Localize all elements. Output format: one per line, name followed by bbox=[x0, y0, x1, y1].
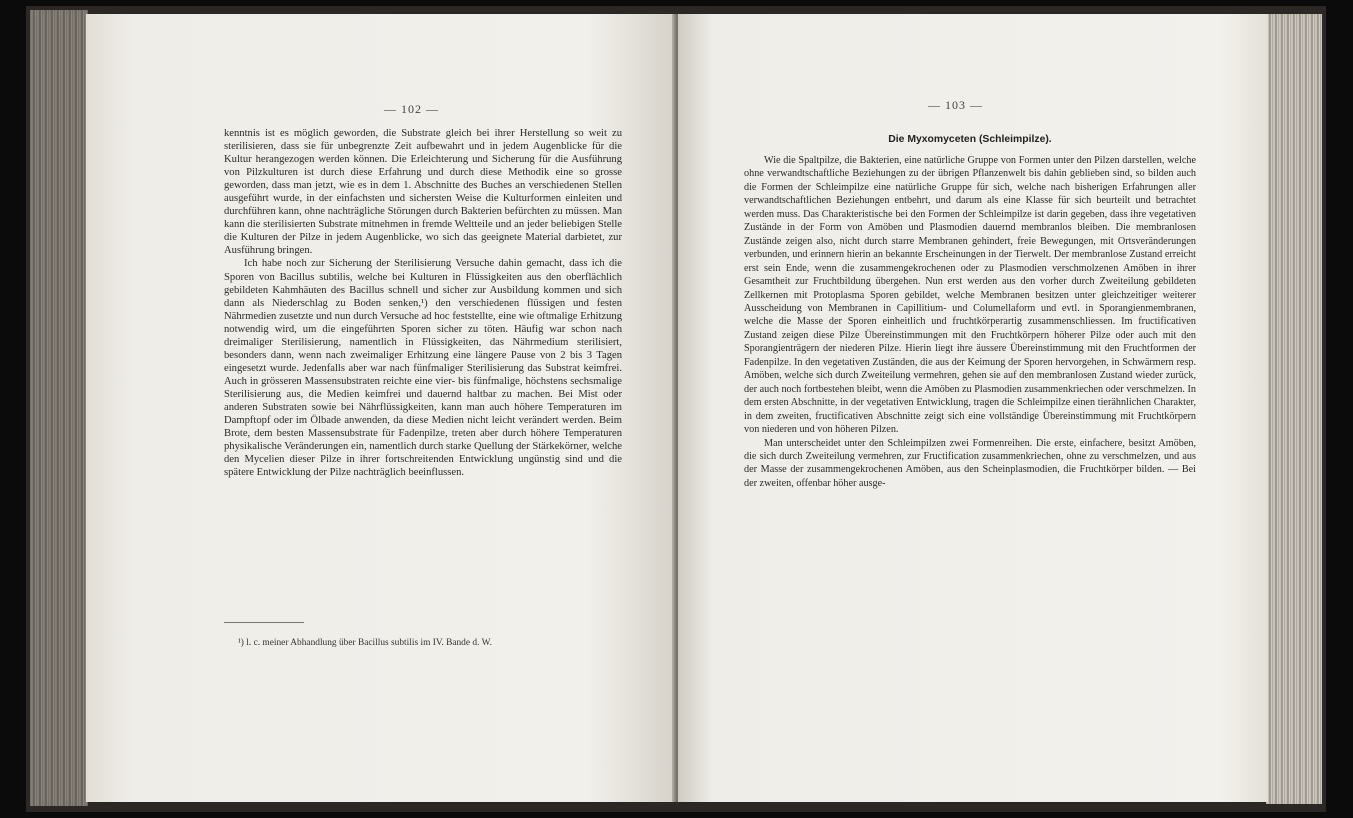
right-paragraph-2: Man unterscheidet unter den Schleimpilzen zwei Formenreihen. Die erste, einfachere, besitzt Amöben, die sich durch Zweiteilung vermehren, zur Fructification zusammenkriechen, ohne zu verschmelzen, und aus der Masse der zusammengekrochenen Amöben, aus den Scheinplasmodien, die Fruchtkörper bilden. — Bei der zweiten, offenbar höher ausge- bbox=[744, 437, 1196, 489]
right-page-edges bbox=[1266, 14, 1322, 804]
right-page-body bbox=[744, 154, 1196, 490]
left-page-edges bbox=[30, 10, 88, 806]
left-page-body bbox=[224, 127, 622, 479]
footnote: ¹) l. c. meiner Abhandlung über Bacillus subtilis im IV. Bande d. W. bbox=[238, 638, 492, 648]
page-number-left: — 102 — bbox=[384, 102, 439, 116]
right-paragraph-1: Wie die Spaltpilze, die Bakterien, eine natürliche Gruppe von Formen unter den Pilzen darstellen, welche ohne verwandtschaftliche Beziehungen zu der übrigen Pflanzenwelt bis dahin geblieben sind, so bilden auch die Formen der Schleimpilze eine natürliche Gruppe für sich, welche nach bisherigen Erfahrungen aller verwandtschaftlichen Beziehungen entbehrt, und darum als eine Klasse für sich beurteilt und betrachtet werden muss. Das Charakteristische bei den Formen der Schleimpilze ist darin gegeben, dass ihre vegetativen Zustände in der Form von Amöben und Plasmodien dauernd membranlos bleiben. Die membranlosen Zustände zeigen also, nicht durch starre Membranen gehindert, freie Bewegungen, mit Ortsveränderungen verbunden, und erinnern hierin an bekannte Erscheinungen in der Tierwelt. Der membranlose Zustand erreicht erst sein Ende, wenn die zusammengekrochenen oder zu Plasmodien verschmolzenen Amöben in ihrer Gesamtheit zur Fruchtbildung übergehen. Nun erst werden aus den vorher durch Zweiteilung gebildeten Zellkernen mit Protoplasma Sporen gebildet, welche Membranen besitzen unter gleichzeitiger weiterer Ausscheidung von Membranen in Capillitium- und Columellaform und evtl. in Sporangienmembranen, welche die Masse der Sporen einheitlich und fruchtkörperartig zusammenschliessen. Im fructificativen Zustand zeigen diese Pilze Übereinstimmungen mit den Fruchtkörpern höherer Pilze oder auch mit den Sporangienträgern der niederen Pilze. Hierin liegt ihre äussere Übereinstimmung mit den Fruchtformen der Fadenpilze. In den vegetativen Zuständen, die aus der Keimung der Sporen hervorgehen, in Schwärmern resp. Amöben, welche sich durch Zweiteilung vermehren, gehen sie auf den membranlosen Zustand wieder zurück, der auch noch fortbestehen bleibt, wenn die Amöben zu Plasmodien zusammenkriechen oder verschmelzen. In dem ersten Abschnitte, in der vegetativen Entwicklung, tragen die Schleimpilze einen tierähnlichen Charakter, in dem zweiten, fructificativen Abschnitte zeigt sich eine vollständige Übereinstimmung mit Fruchtkörpern von niederen und von höheren Pilzen. bbox=[744, 155, 1196, 436]
page-number-right: — 103 — bbox=[928, 98, 983, 112]
left-page bbox=[86, 14, 676, 802]
left-paragraph-2: Ich habe noch zur Sicherung der Sterilisierung Versuche dahin gemacht, dass ich die Sporen von Bacillus subtilis, welche bei Kulturen in Flüssigkeiten aus den oberflächlich gebildeten Kahmhäuten des Bacillus schnell und sicher zur Ausbildung kommen und sich dann als Niederschlag zu Boden senken,¹) den verschiedenen flüssigen und festen Nährmedien zusetzte und nun durch Versuche ad hoc feststellte, eine wie oftmalige Erhitzung notwendig wird, um die eingeführten Sporen sicher zu töten. Häufig war schon nach dreimaliger Sterilisierung, namentlich in Flüssigkeiten, das Nährmedium sterilisiert, besonders dann, wenn nach zweimaliger Erhitzung eine längere Pause von 2 bis 3 Tagen eingesetzt wurde. Jedenfalls aber war nach fünfmaliger Sterilisierung das Substrat keimfrei. Auch in grösseren Massensubstraten reichte eine vier- bis fünfmalige, höchstens sechsmalige Sterilisierung aus, die Medien keimfrei und dauernd haltbar zu machen. Bei Mist oder anderen Substraten sowie bei Nährflüssigkeiten, kann man auch höhere Temperaturen im Dampftopf oder im Ölbade anwenden, da diese Medien nicht leicht verändert werden. Beim Brote, dem besten Massensubstrate für Fadenpilze, treten aber durch höhere Temperaturen physikalische Veränderungen ein, namentlich durch starke Quellung der Stärkekörner, welche den Mycelien dieser Pilze in ihrer fortschreitenden Entwicklung ungünstig sind und die spätere Entwicklung der Pilze nachträglich beeinflussen. bbox=[224, 258, 622, 479]
section-heading: Die Myxomyceten (Schleimpilze). bbox=[888, 134, 1052, 145]
footnote-rule bbox=[224, 622, 304, 623]
left-paragraph-1: kenntnis ist es möglich geworden, die Substrate gleich bei ihrer Herstellung so weit zu sterilisieren, dass sie für unbegrenzte Zeit aufbewahrt und in jedem Augenblicke für die Kultur herangezogen werden können. Die Erleichterung und Sicherung für die Ausführung von Pilzkulturen ist durch diese Erfahrung und durch diese Methodik eine so grosse geworden, dass man jetzt, wie es in dem 1. Abschnitte des Buches an verschiedenen Stellen ausgeführt wurde, in der einfachsten und sichersten Weise die Kulturformen einleiten und durchführen kann, ohne nachträgliche Störungen durch Bakterien befürchten zu müssen. Man kann die sterilisierten Substrate mitnehmen in fremde Weltteile und an jeder beliebigen Stelle die Kulturen der Pilze in jedem Augenblicke, wo sich das geeignete Material darbietet, zur Ausführung bringen. bbox=[224, 128, 622, 257]
right-page bbox=[678, 14, 1268, 802]
